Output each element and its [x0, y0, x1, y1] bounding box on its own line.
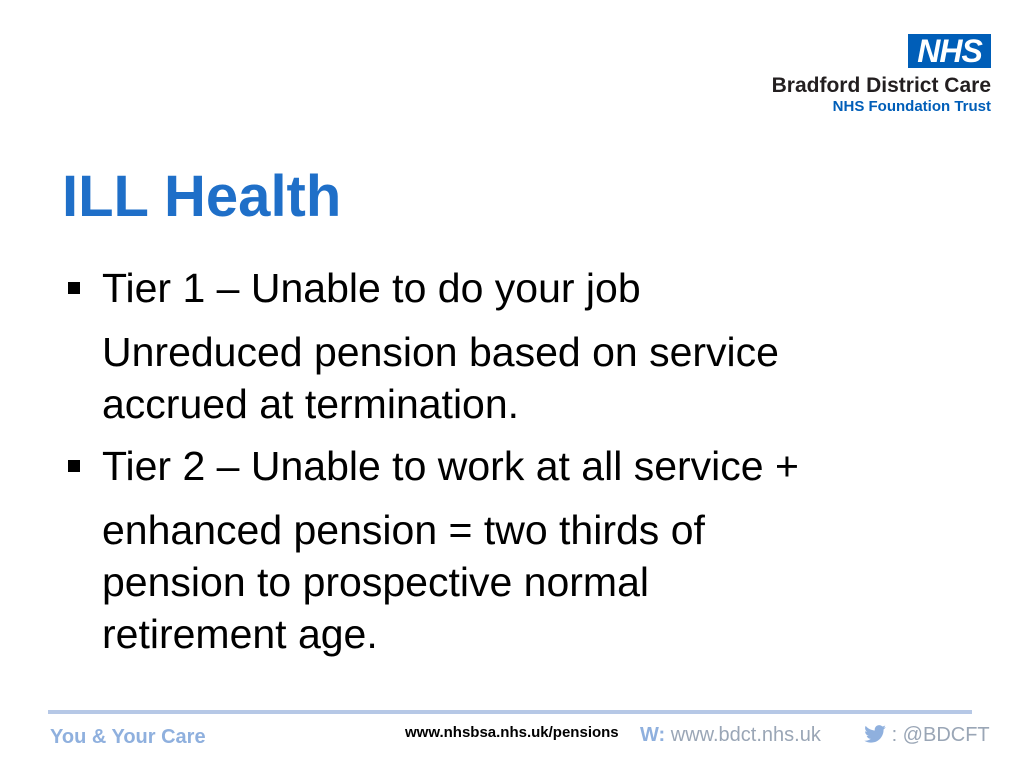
org-subtitle: NHS Foundation Trust — [832, 98, 991, 115]
twitter-bird-icon — [864, 725, 886, 743]
bullet-line: accrued at termination. — [102, 381, 520, 427]
bullet-heading: Tier 2 – Unable to work at all service + — [102, 443, 799, 489]
square-bullet-icon — [68, 460, 80, 472]
org-name: Bradford District Care — [771, 74, 991, 97]
bullet-tier-2 — [62, 440, 962, 660]
footer-twitter[interactable] — [864, 724, 990, 747]
bullet-line: retirement age. — [102, 611, 378, 657]
bullet-line: pension to prospective normal — [102, 559, 649, 605]
website-url: www.bdct.nhs.uk — [670, 724, 821, 746]
bullet-tier-1 — [62, 262, 962, 430]
square-bullet-icon — [68, 282, 80, 294]
bullet-line: enhanced pension = two thirds of — [102, 507, 705, 553]
footer-tagline: You & Your Care — [50, 726, 206, 748]
bullet-heading: Tier 1 – Unable to do your job — [102, 265, 641, 311]
footer-pensions-link[interactable]: www.nhsbsa.nhs.uk/pensions — [405, 724, 619, 741]
footer-website[interactable] — [640, 724, 821, 747]
slide-title: ILL Health — [62, 164, 342, 229]
bullet-line: Unreduced pension based on service — [102, 329, 779, 375]
trust-logo — [751, 34, 991, 118]
slide-content — [62, 262, 962, 660]
web-label: W: — [640, 724, 666, 746]
footer-divider — [48, 710, 972, 714]
twitter-handle: : @BDCFT — [891, 724, 990, 746]
nhs-logo-box: NHS — [908, 34, 991, 68]
